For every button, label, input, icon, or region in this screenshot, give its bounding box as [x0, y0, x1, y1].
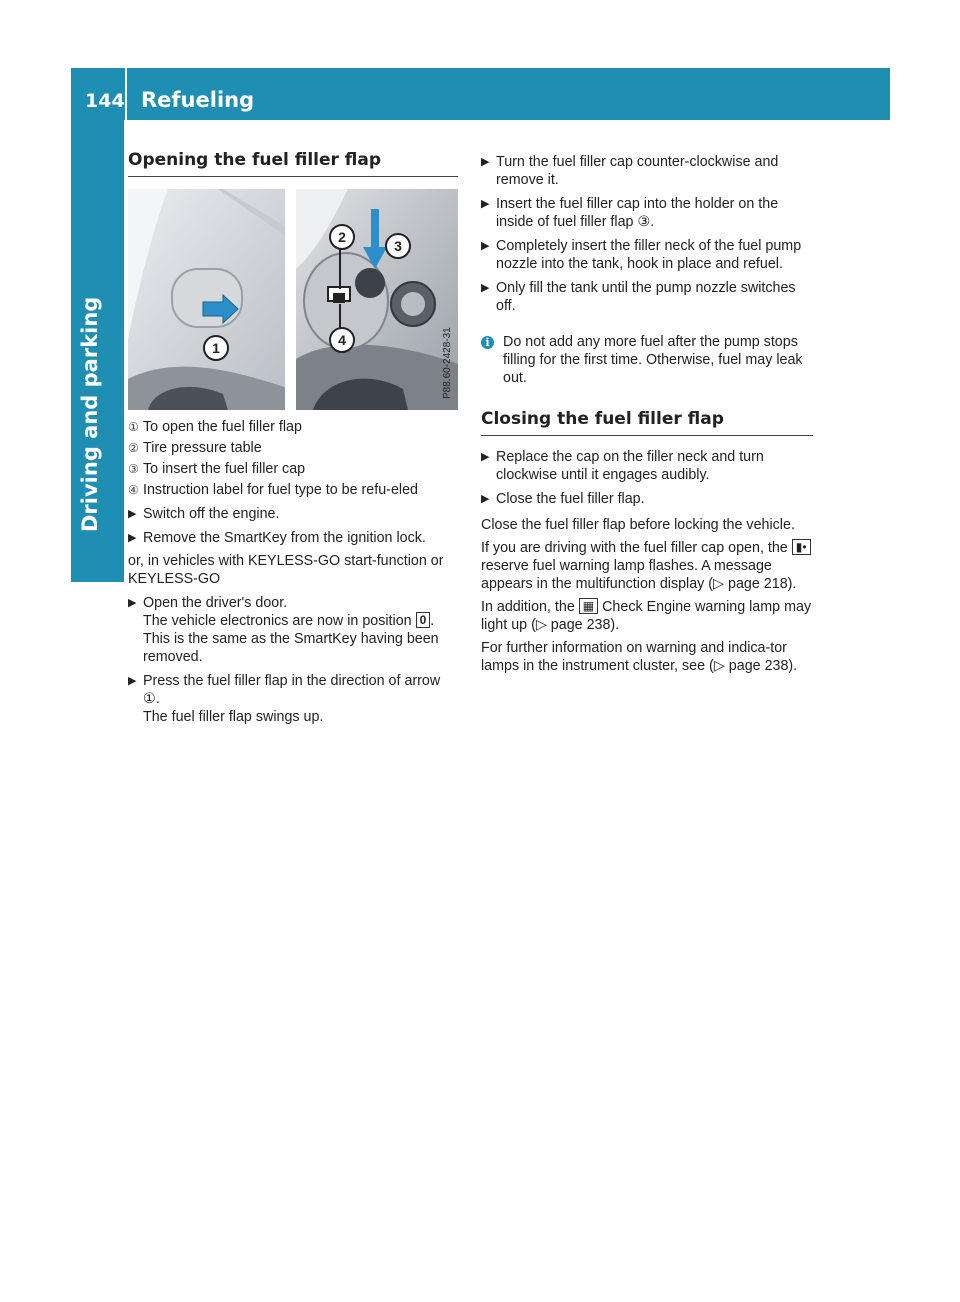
step-arrow-icon: ▶: [481, 451, 490, 463]
step-sub-text: The fuel filler flap swings up.: [143, 709, 324, 725]
callout-4: 4: [329, 327, 355, 353]
legend-item: [128, 460, 458, 478]
side-tab-label: Driving and parking: [78, 296, 102, 532]
step-switch-off: [128, 505, 458, 523]
legend-number: ②: [128, 441, 139, 455]
step-text: Insert the fuel filler cap into the holder on the inside of fuel filler flap ③.: [496, 196, 779, 230]
step-arrow-icon: ▶: [128, 508, 137, 520]
step-body: [143, 672, 458, 726]
step-insert-cap: [481, 195, 813, 231]
keyless-go-note: or, in vehicles with KEYLESS-GO start-function or KEYLESS-GO: [128, 553, 444, 587]
legend-number: ①: [128, 420, 139, 434]
step-fill-tank: [481, 279, 813, 315]
paragraph-cap-open: [481, 539, 813, 593]
step-text: Completely insert the filler neck of the fuel pump nozzle into the tank, hook in place and refuel.: [496, 238, 802, 272]
step-turn-cap: [481, 153, 813, 189]
paragraph-further-info: For further information on warning and indica-tor lamps in the instrument cluster, see (▷ page 238).: [481, 640, 798, 674]
page-number: 144: [85, 90, 125, 112]
step-arrow-icon: ▶: [481, 282, 490, 294]
paragraph-text: Check Engine warning lamp may light up (▷ page 238).: [481, 599, 812, 633]
check-engine-icon: ▦: [579, 598, 598, 614]
legend-number: ④: [128, 483, 139, 497]
step-arrow-icon: ▶: [481, 493, 490, 505]
legend-text: To open the fuel filler flap: [143, 419, 302, 435]
step-replace-cap: [481, 448, 813, 484]
paragraph-check-engine: [481, 598, 813, 634]
step-arrow-icon: ▶: [481, 198, 490, 210]
callout-3: 3: [385, 233, 411, 259]
step-arrow-icon: ▶: [128, 532, 137, 544]
key-position-0-icon: 0: [416, 612, 431, 628]
step-text: Press the fuel filler flap in the direction of arrow ①.: [143, 673, 441, 707]
step-text: Switch off the engine.: [143, 506, 280, 522]
step-arrow-icon: ▶: [128, 675, 137, 687]
paragraph-text: In addition, the: [481, 599, 575, 615]
right-column: [481, 150, 813, 675]
figure-legend: [128, 418, 458, 499]
legend-item: [128, 439, 458, 457]
legend-number: ③: [128, 462, 139, 476]
step-arrow-icon: ▶: [128, 597, 137, 609]
fuel-flap-illustration: [128, 189, 458, 410]
paragraph-lock: Close the fuel filler flap before locking the vehicle.: [481, 517, 795, 533]
step-text: Open the driver's door.: [143, 595, 288, 611]
header-divider: [125, 68, 127, 120]
fuel-flap-figure: [128, 189, 458, 410]
legend-item: [128, 418, 458, 436]
figure-code: P88.60-2428-31: [442, 327, 453, 399]
section-title-closing: Closing the fuel filler flap: [481, 409, 813, 436]
step-text: Close the fuel filler flap.: [496, 491, 645, 507]
step-arrow-icon: ▶: [481, 240, 490, 252]
left-column: [128, 150, 458, 726]
callout-1: 1: [203, 335, 229, 361]
legend-text: Tire pressure table: [143, 440, 262, 456]
info-note: [481, 333, 813, 387]
step-text: Only fill the tank until the pump nozzle switches off.: [496, 280, 796, 314]
step-text: Remove the SmartKey from the ignition lock.: [143, 530, 426, 546]
info-icon: i: [481, 336, 494, 349]
legend-text: Instruction label for fuel type to be refu-eled: [143, 482, 418, 498]
step-press-flap: [128, 672, 458, 726]
paragraph-text: If you are driving with the fuel filler cap open, the: [481, 540, 788, 556]
legend-text: To insert the fuel filler cap: [143, 461, 306, 477]
step-body: [143, 594, 458, 666]
step-insert-nozzle: [481, 237, 813, 273]
info-text: Do not add any more fuel after the pump stops filling for the first time. Otherwise, fuel may leak out.: [503, 334, 803, 386]
chapter-title: Refueling: [141, 88, 255, 112]
callout-2: 2: [329, 224, 355, 250]
step-sub-text: The vehicle electronics are now in position: [143, 613, 412, 629]
page-header: [71, 68, 890, 120]
step-remove-key: [128, 529, 458, 547]
step-text: Turn the fuel filler cap counter-clockwise and remove it.: [496, 154, 779, 188]
section-title-opening: Opening the fuel filler flap: [128, 150, 458, 177]
step-open-door: [128, 594, 458, 666]
fuel-pump-icon: ▮•: [792, 539, 811, 555]
step-arrow-icon: ▶: [481, 156, 490, 168]
step-sub-text: . This is the same as the SmartKey having been removed.: [143, 613, 439, 665]
step-text: Replace the cap on the filler neck and turn clockwise until it engages audibly.: [496, 449, 764, 483]
paragraph-text: reserve fuel warning lamp flashes. A message appears in the multifunction display (▷ page 218).: [481, 558, 797, 592]
legend-item: [128, 481, 458, 499]
step-close-flap: [481, 490, 813, 508]
